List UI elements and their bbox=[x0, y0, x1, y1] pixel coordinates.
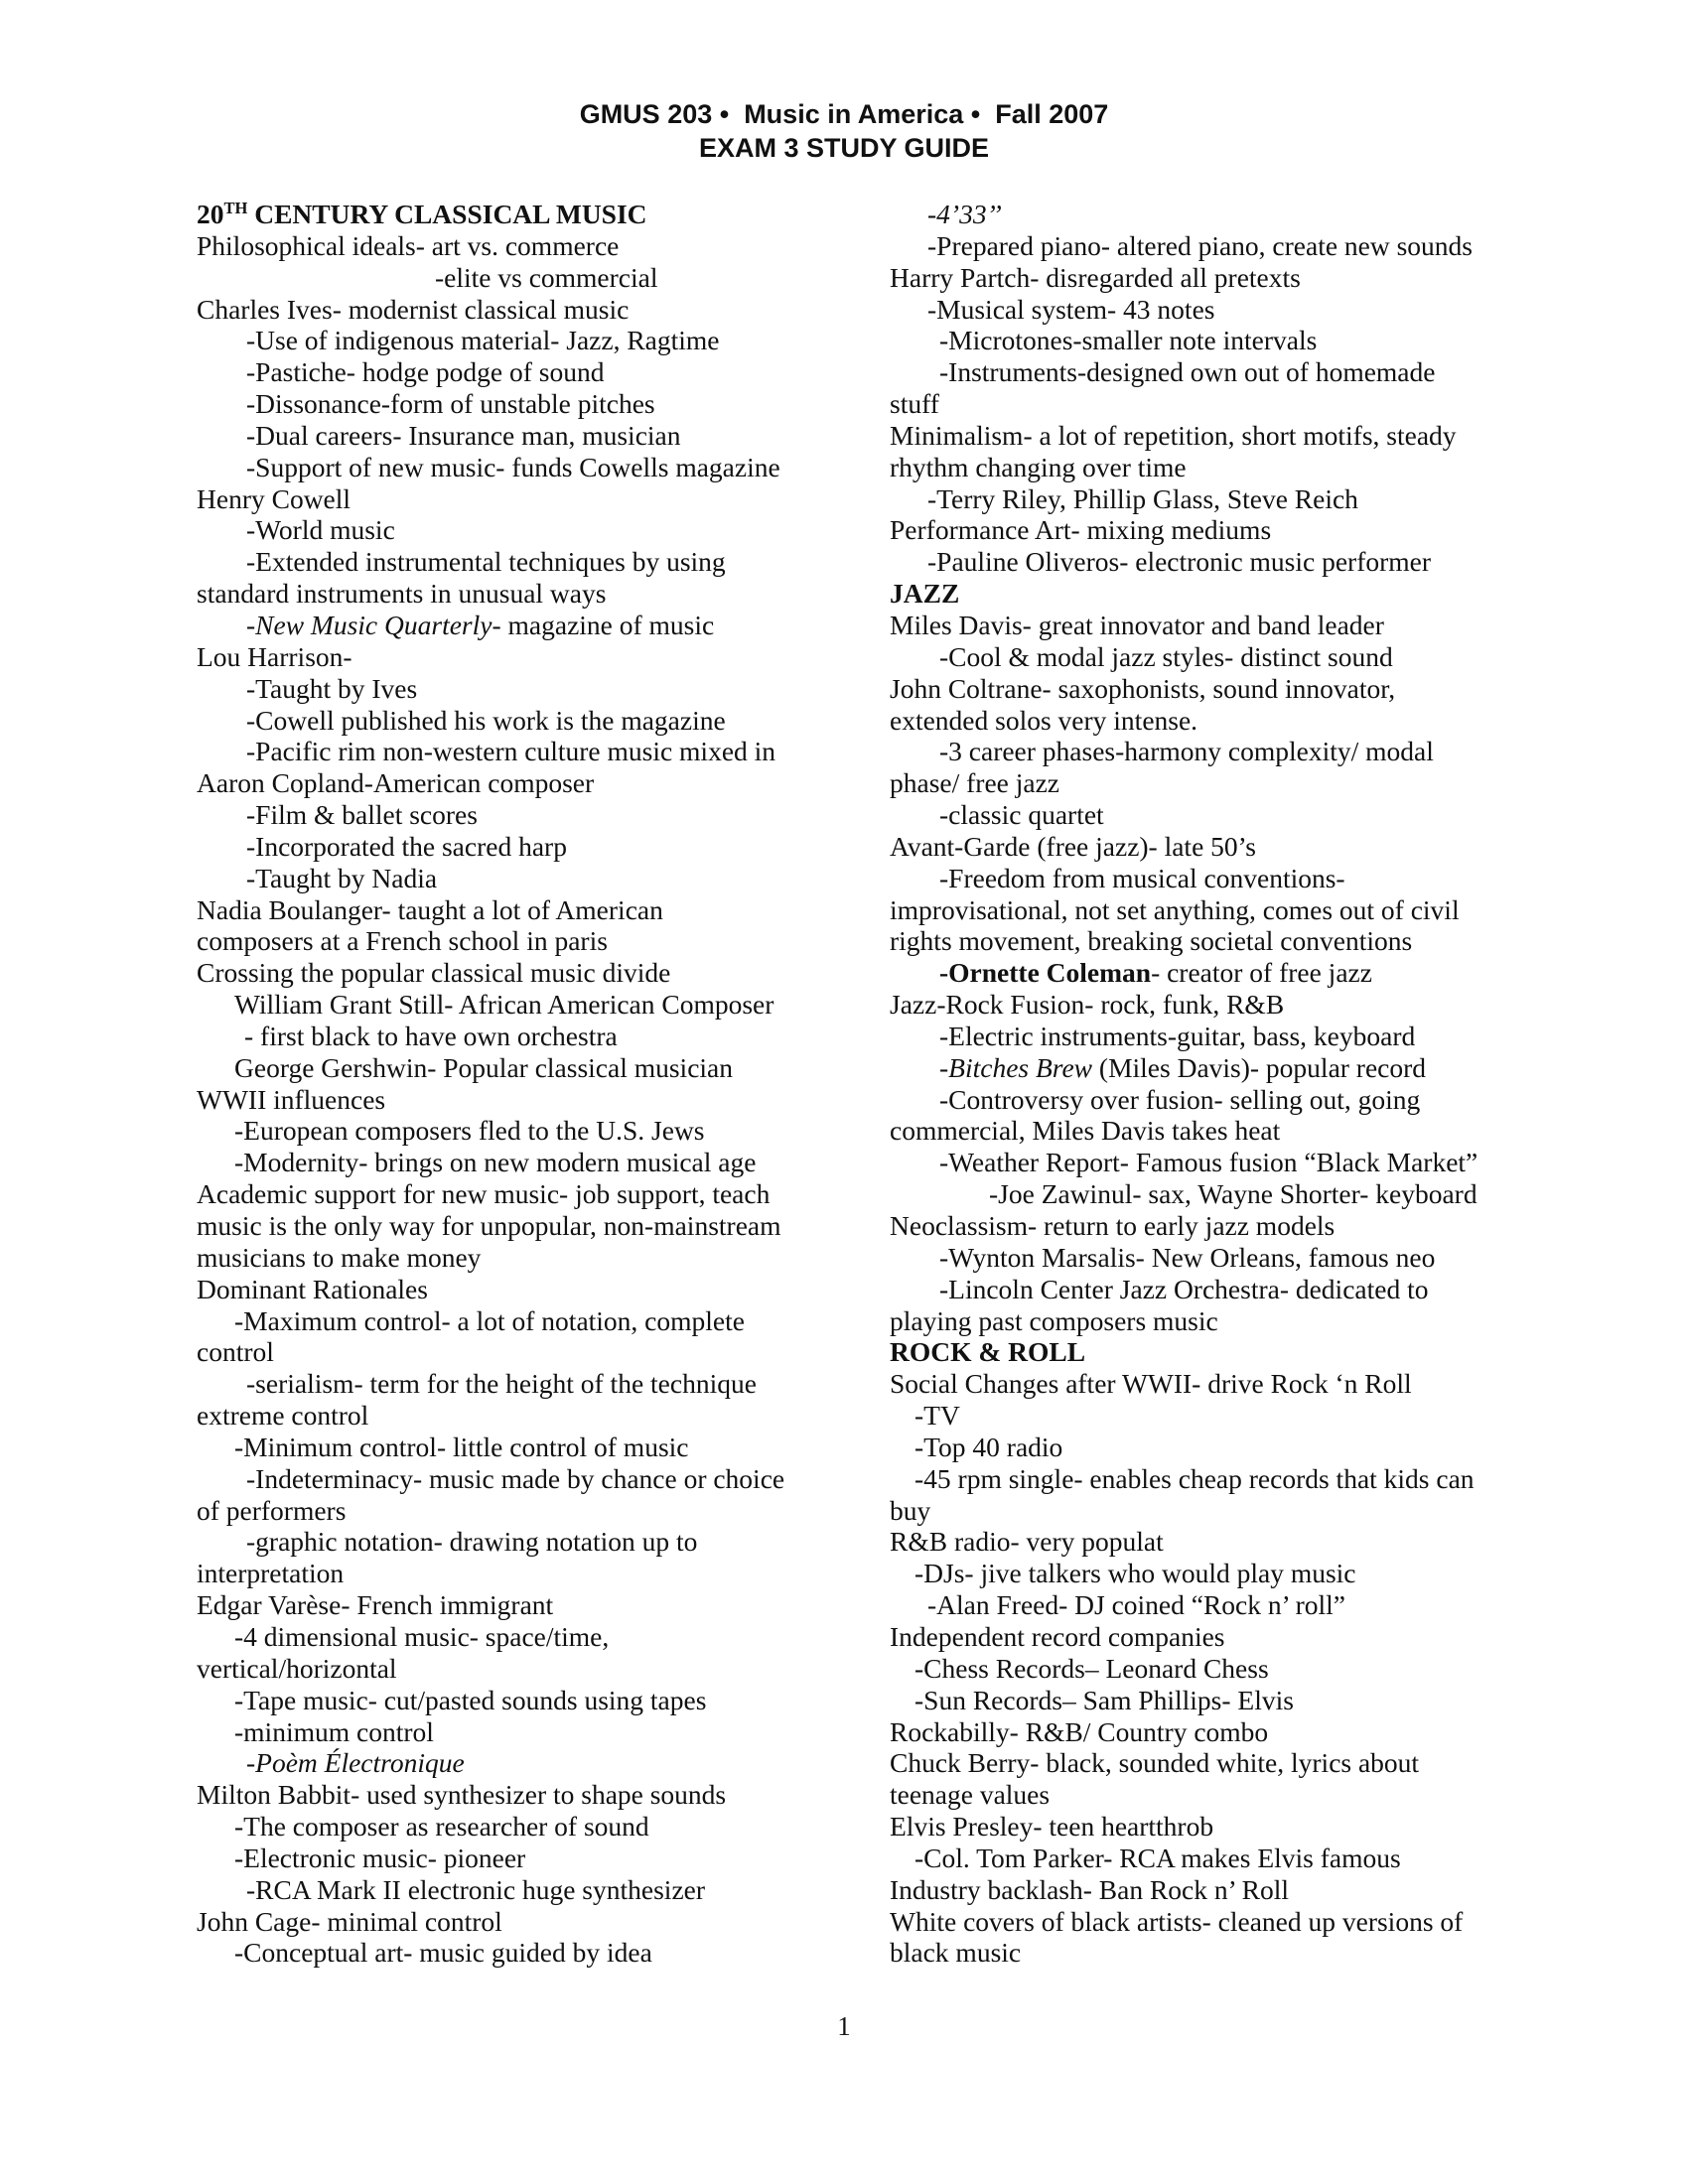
note-line: WWII influences bbox=[197, 1083, 386, 1115]
note-line: -Cowell published his work is the magazine bbox=[246, 704, 726, 736]
note-line: Minimalism- a lot of repetition, short motifs, steady bbox=[890, 419, 1457, 451]
note-line: John Coltrane- saxophonists, sound innovator, bbox=[890, 672, 1396, 704]
left-column bbox=[197, 199, 797, 1969]
note-line: -4 dimensional music- space/time, bbox=[234, 1620, 610, 1652]
note-line: R&B radio- very populat bbox=[890, 1526, 1164, 1558]
note-line: -Dissonance-form of unstable pitches bbox=[246, 388, 655, 420]
heading-superscript: TH bbox=[223, 199, 248, 218]
note-line: Independent record companies bbox=[890, 1620, 1225, 1652]
note-line: -Wynton Marsalis- New Orleans, famous neo bbox=[939, 1241, 1436, 1273]
section-heading-jazz: JAZZ bbox=[890, 578, 960, 610]
note-line: playing past composers music bbox=[890, 1304, 1218, 1336]
note-line: -Film & ballet scores bbox=[246, 799, 478, 831]
note-line: phase/ free jazz bbox=[890, 767, 1059, 799]
note-line: -Sun Records– Sam Phillips- Elvis bbox=[914, 1684, 1294, 1715]
note-line: -Dual careers- Insurance man, musician bbox=[246, 419, 681, 451]
note-line: Rockabilly- R&B/ Country combo bbox=[890, 1715, 1269, 1747]
note-line bbox=[197, 1747, 797, 1779]
note-line: control bbox=[197, 1336, 274, 1368]
note-line: -elite vs commercial bbox=[435, 261, 658, 293]
note-line: -Support of new music- funds Cowells magazine bbox=[246, 451, 780, 482]
document-title: EXAM 3 STUDY GUIDE bbox=[698, 133, 990, 163]
note-line bbox=[197, 610, 797, 641]
note-line: standard instruments in unusual ways bbox=[197, 578, 607, 610]
note-text: - creator of free jazz bbox=[1151, 957, 1372, 989]
note-line: Dominant Rationales bbox=[197, 1273, 428, 1304]
note-line: -Electric instruments-guitar, bass, keyboard bbox=[939, 1020, 1416, 1051]
note-line: White covers of black artists- cleaned up versions of bbox=[890, 1905, 1464, 1937]
note-line: composers at a French school in paris bbox=[197, 925, 608, 957]
note-line: -Minimum control- little control of music bbox=[234, 1431, 689, 1462]
note-line: -Joe Zawinul- sax, Wayne Shorter- keyboard bbox=[989, 1178, 1477, 1210]
note-line: -Top 40 radio bbox=[914, 1431, 1063, 1462]
note-line: -Terry Riley, Phillip Glass, Steve Reich bbox=[927, 482, 1358, 514]
note-line bbox=[890, 1052, 1497, 1084]
note-line: of performers bbox=[197, 1494, 347, 1526]
note-line: Milton Babbit- used synthesizer to shape sounds bbox=[197, 1779, 727, 1811]
dash: - bbox=[939, 1051, 949, 1083]
note-line: Neoclassism- return to early jazz models bbox=[890, 1210, 1336, 1241]
note-line: Performance Art- mixing mediums bbox=[890, 514, 1272, 546]
note-line bbox=[890, 957, 1497, 989]
note-line: -Prepared piano- altered piano, create new sounds bbox=[927, 229, 1474, 261]
note-line: music is the only way for unpopular, non-mainstream bbox=[197, 1210, 781, 1241]
right-column bbox=[890, 199, 1497, 1969]
note-line: -classic quartet bbox=[939, 799, 1104, 831]
note-line: Crossing the popular classical music divide bbox=[197, 957, 671, 989]
note-line: Chuck Berry- black, sounded white, lyrics about bbox=[890, 1747, 1420, 1779]
note-line: Industry backlash- Ban Rock n’ Roll bbox=[890, 1873, 1289, 1905]
note-line: Edgar Varèse- French immigrant bbox=[197, 1589, 554, 1621]
work-title: Poèm Électronique bbox=[255, 1747, 465, 1779]
note-line: -Electronic music- pioneer bbox=[234, 1842, 526, 1873]
note-line: -Controversy over fusion- selling out, going bbox=[939, 1083, 1421, 1115]
dash: - bbox=[246, 1747, 256, 1779]
note-line: William Grant Still- African American Composer bbox=[234, 989, 774, 1021]
note-line: Miles Davis- great innovator and band leader bbox=[890, 609, 1384, 640]
note-line: buy bbox=[890, 1494, 931, 1526]
note-line: Social Changes after WWII- drive Rock ‘n Roll bbox=[890, 1368, 1412, 1400]
note-line: -The composer as researcher of sound bbox=[234, 1811, 649, 1843]
note-line: -Alan Freed- DJ coined “Rock n’ roll” bbox=[927, 1589, 1346, 1621]
note-line: -European composers fled to the U.S. Jews bbox=[234, 1115, 705, 1147]
note-line: Aaron Copland-American composer bbox=[197, 767, 595, 799]
note-line: -Freedom from musical conventions- bbox=[939, 862, 1345, 893]
note-line: -Microtones-smaller note intervals bbox=[939, 325, 1318, 356]
note-line: -DJs- jive talkers who would play music bbox=[914, 1558, 1356, 1589]
note-line: commercial, Miles Davis takes heat bbox=[890, 1115, 1281, 1147]
note-line: interpretation bbox=[197, 1558, 345, 1589]
note-line: Avant-Garde (free jazz)- late 50’s bbox=[890, 830, 1256, 862]
course-title: GMUS 203 • Music in America • Fall 2007 bbox=[579, 99, 1109, 129]
note-line: musicians to make money bbox=[197, 1241, 482, 1273]
note-line: -Instruments-designed own out of homemade bbox=[939, 356, 1436, 388]
note-line: -Weather Report- Famous fusion “Black Market” bbox=[939, 1147, 1478, 1178]
note-line: Charles Ives- modernist classical music bbox=[197, 293, 630, 325]
note-line: Henry Cowell bbox=[197, 482, 352, 514]
note-line: -minimum control bbox=[234, 1715, 434, 1747]
note-line: -graphic notation- drawing notation up to bbox=[246, 1526, 698, 1558]
note-text: (Miles Davis)- popular record bbox=[1092, 1051, 1427, 1083]
note-line: Nadia Boulanger- taught a lot of American bbox=[197, 893, 663, 925]
section-heading-rock-and-roll: ROCK & ROLL bbox=[890, 1336, 1086, 1368]
note-line: -RCA Mark II electronic huge synthesizer bbox=[246, 1873, 706, 1905]
note-line: -Indeterminacy- music made by chance or choice bbox=[246, 1462, 785, 1494]
note-line: George Gershwin- Popular classical musician bbox=[234, 1051, 733, 1083]
note-line: rhythm changing over time bbox=[890, 451, 1187, 482]
note-line: John Cage- minimal control bbox=[197, 1905, 502, 1937]
note-line: black music bbox=[890, 1937, 1022, 1969]
note-line: -Extended instrumental techniques by using bbox=[246, 546, 726, 578]
note-line: -Pacific rim non-western culture music mixed in bbox=[246, 736, 776, 767]
note-text: - magazine of music bbox=[492, 609, 715, 640]
note-line: -Chess Records– Leonard Chess bbox=[914, 1652, 1269, 1684]
note-line: -World music bbox=[246, 514, 395, 546]
note-line: stuff bbox=[890, 388, 939, 420]
note-line: Jazz-Rock Fusion- rock, funk, R&B bbox=[890, 989, 1285, 1021]
note-line: -Pastiche- hodge podge of sound bbox=[246, 356, 605, 388]
note-line: -Cool & modal jazz styles- distinct sound bbox=[939, 640, 1393, 672]
note-line: teenage values bbox=[890, 1779, 1051, 1811]
note-line: Elvis Presley- teen heartthrob bbox=[890, 1811, 1214, 1843]
note-line: -Incorporated the sacred harp bbox=[246, 830, 567, 862]
note-line: -Col. Tom Parker- RCA makes Elvis famous bbox=[914, 1842, 1401, 1873]
note-line: - first black to have own orchestra bbox=[244, 1020, 618, 1051]
note-line: -Taught by Nadia bbox=[246, 862, 438, 893]
note-line: -Taught by Ives bbox=[246, 672, 418, 704]
note-line: -Musical system- 43 notes bbox=[927, 293, 1215, 325]
note-line: -45 rpm single- enables cheap records that kids can bbox=[914, 1462, 1475, 1494]
dash: - bbox=[246, 609, 256, 640]
note-line: -Use of indigenous material- Jazz, Ragtime bbox=[246, 325, 720, 356]
note-line: vertical/horizontal bbox=[197, 1652, 397, 1684]
note-line: -Maximum control- a lot of notation, complete bbox=[234, 1304, 745, 1336]
note-line: -serialism- term for the height of the technique bbox=[246, 1368, 757, 1400]
note-line: Harry Partch- disregarded all pretexts bbox=[890, 261, 1301, 293]
note-line: Philosophical ideals- art vs. commerce bbox=[197, 229, 620, 261]
note-line: -Modernity- brings on new modern musical age bbox=[234, 1147, 757, 1178]
note-line: -3 career phases-harmony complexity/ modal bbox=[939, 736, 1434, 767]
work-title: -4’33’’ bbox=[927, 199, 1002, 229]
note-line: -TV bbox=[914, 1400, 960, 1432]
note-line: -Conceptual art- music guided by idea bbox=[234, 1937, 652, 1969]
album-title: Bitches Brew bbox=[948, 1051, 1093, 1083]
section-heading-classical bbox=[197, 199, 797, 230]
publication-title: New Music Quarterly bbox=[255, 609, 492, 640]
artist-name: -Ornette Coleman bbox=[939, 957, 1152, 989]
page-number: 1 bbox=[837, 2011, 851, 2041]
note-line: -Pauline Oliveros- electronic music performer bbox=[927, 546, 1432, 578]
note-line: -Tape music- cut/pasted sounds using tapes bbox=[234, 1684, 707, 1715]
heading-number: 20 bbox=[197, 199, 224, 229]
note-line: extreme control bbox=[197, 1400, 369, 1432]
note-line: rights movement, breaking societal conventions bbox=[890, 925, 1413, 957]
note-line: improvisational, not set anything, comes out of civil bbox=[890, 893, 1460, 925]
note-line: -Lincoln Center Jazz Orchestra- dedicated to bbox=[939, 1273, 1429, 1304]
note-line: Academic support for new music- job support, teach bbox=[197, 1178, 771, 1210]
note-line: extended solos very intense. bbox=[890, 704, 1198, 736]
note-line: Lou Harrison- bbox=[197, 640, 352, 672]
heading-text: CENTURY CLASSICAL MUSIC bbox=[247, 199, 647, 229]
document-header bbox=[0, 97, 1688, 165]
